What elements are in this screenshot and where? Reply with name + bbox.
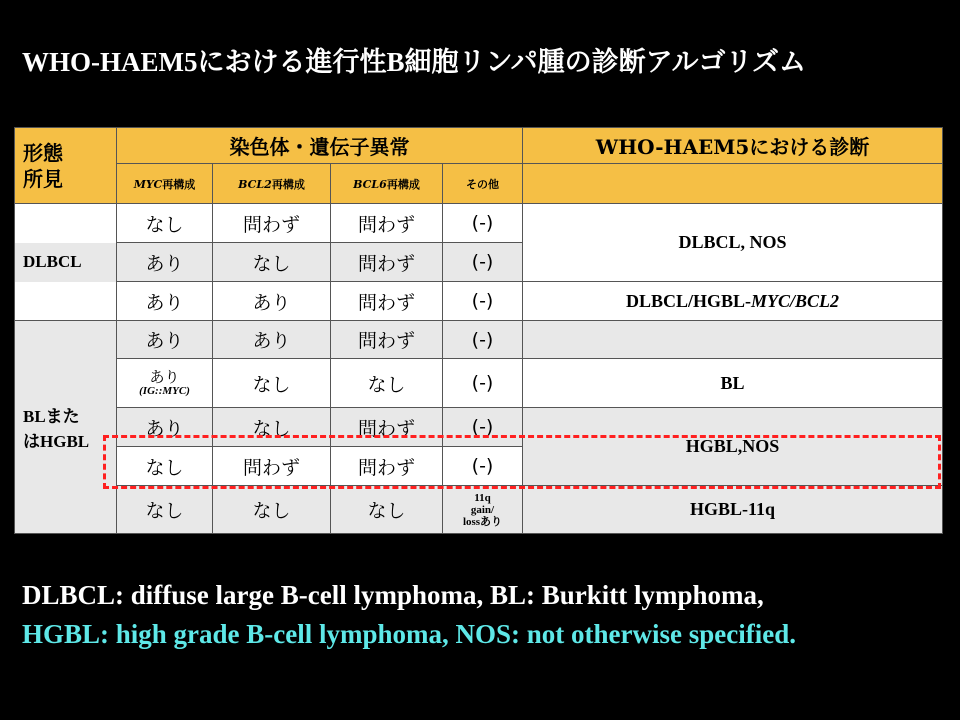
dx-hgbl-11q: HGBL-11q xyxy=(523,486,943,534)
cell-bcl2: なし xyxy=(213,243,331,282)
cell-myc: あり xyxy=(117,408,213,447)
dx-blank xyxy=(523,321,943,359)
cell-bcl6: なし xyxy=(331,486,443,534)
cell-bcl2: あり xyxy=(213,282,331,321)
footnote-line1: DLBCL: diffuse large B-cell lymphoma, BL: Burkitt lymphoma, xyxy=(22,580,764,610)
cell-myc: あり xyxy=(117,243,213,282)
cell-myc: あり xyxy=(117,282,213,321)
dx-header: WHO-HAEM5における診断 xyxy=(523,128,943,164)
cell-other: (-) xyxy=(443,447,523,486)
dx-hgbl-nos: HGBL,NOS xyxy=(523,408,943,486)
cell-other: 11q gain/ lossあり xyxy=(443,486,523,534)
sub-bcl6: BCL6再構成 xyxy=(331,164,443,204)
cell-bcl2: あり xyxy=(213,321,331,359)
cell-bcl6: 問わず xyxy=(331,204,443,243)
cell-myc: なし xyxy=(117,486,213,534)
morph-header: 形態 所見 xyxy=(15,128,117,204)
cell-other: (-) xyxy=(443,204,523,243)
algorithm-table xyxy=(14,127,943,534)
slide-title: WHO-HAEM5における進行性B細胞リンパ腫の診断アルゴリズム xyxy=(22,47,806,77)
dx-bl: BL xyxy=(523,359,943,408)
table-row xyxy=(15,321,943,359)
morph-blank xyxy=(15,204,117,243)
table-row xyxy=(15,204,943,243)
cell-other: (-) xyxy=(443,408,523,447)
cell-other: (-) xyxy=(443,282,523,321)
cell-bcl2: なし xyxy=(213,408,331,447)
cell-myc: なし xyxy=(117,447,213,486)
cell-other: (-) xyxy=(443,321,523,359)
sub-bcl2: BCL2再構成 xyxy=(213,164,331,204)
table-row xyxy=(15,408,943,447)
cell-myc: あり (IG::MYC) xyxy=(117,359,213,408)
dx-sub-empty xyxy=(523,164,943,204)
cell-bcl2: 問わず xyxy=(213,447,331,486)
sub-other: その他 xyxy=(443,164,523,204)
table-row xyxy=(15,359,943,408)
genetic-header: 染色体・遺伝子異常 xyxy=(117,128,523,164)
cell-bcl6: 問わず xyxy=(331,243,443,282)
cell-bcl2: 問わず xyxy=(213,204,331,243)
cell-bcl6: 問わず xyxy=(331,408,443,447)
cell-bcl6: 問わず xyxy=(331,447,443,486)
cell-myc: あり xyxy=(117,321,213,359)
group-bl-hgbl: BLまた はHGBL xyxy=(15,321,117,534)
cell-other: (-) xyxy=(443,359,523,408)
dx-dlbcl-nos: DLBCL, NOS xyxy=(523,204,943,282)
cell-bcl6: なし xyxy=(331,359,443,408)
dx-double-hit: DLBCL/HGBL-MYC/BCL2 xyxy=(523,282,943,321)
cell-other: (-) xyxy=(443,243,523,282)
cell-bcl2: なし xyxy=(213,359,331,408)
cell-bcl6: 問わず xyxy=(331,321,443,359)
footnote-line2: HGBL: high grade B-cell lymphoma, NOS: not otherwise specified. xyxy=(22,619,796,649)
table-row xyxy=(15,282,943,321)
sub-myc: MYC再構成 xyxy=(117,164,213,204)
morph-blank xyxy=(15,282,117,321)
cell-bcl2: なし xyxy=(213,486,331,534)
group-dlbcl: DLBCL xyxy=(15,243,117,282)
table-row xyxy=(15,486,943,534)
cell-myc: なし xyxy=(117,204,213,243)
cell-bcl6: 問わず xyxy=(331,282,443,321)
